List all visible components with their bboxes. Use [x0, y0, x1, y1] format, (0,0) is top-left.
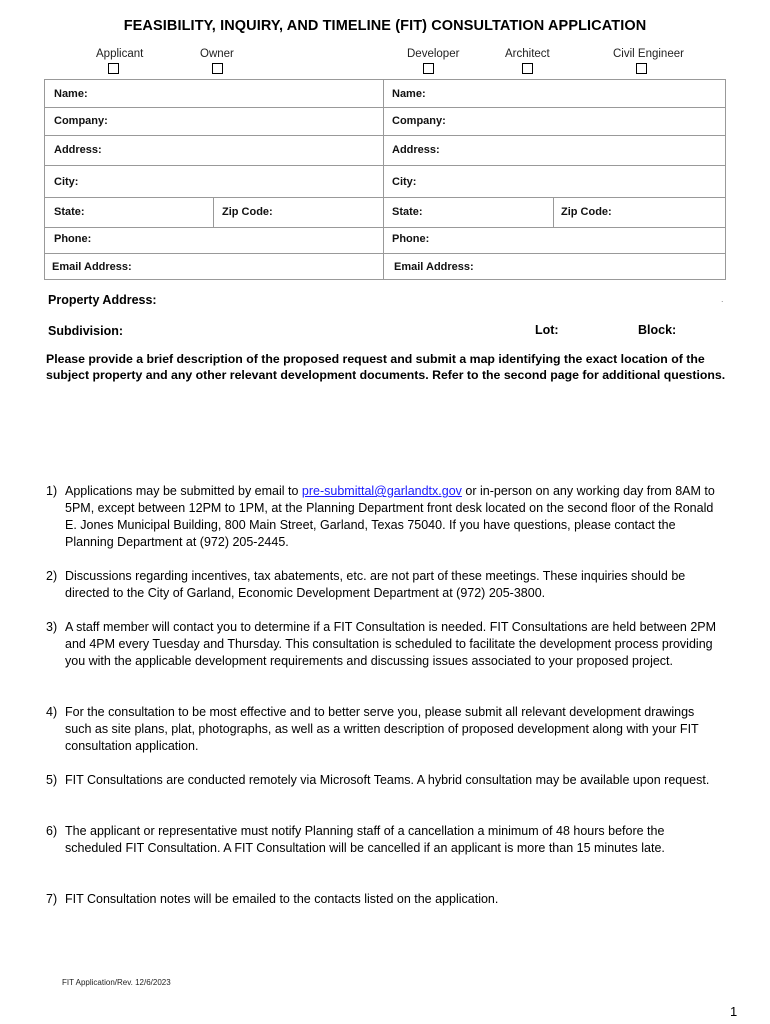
checkbox-applicant[interactable] [108, 63, 119, 74]
left-email-field[interactable]: Email Address: [52, 261, 132, 273]
list-item-text: The applicant or representative must notify Planning staff of a cancellation a minimum of 48 hours before the scheduled FIT Consultation. A FIT Consultation will be cancelled if an applicant is more than 15 minutes late. [65, 824, 665, 855]
block-field[interactable]: Block: [638, 323, 677, 337]
right-zip-field[interactable]: Zip Code: [561, 206, 612, 218]
email-link[interactable]: pre-submittal@garlandtx.gov [301, 484, 462, 498]
checkbox-architect[interactable] [522, 63, 533, 74]
right-company-field[interactable]: Company: [392, 115, 446, 127]
checkbox-developer[interactable] [423, 63, 434, 74]
list-item-number: 5) [46, 773, 58, 787]
list-item [46, 891, 718, 908]
page-number: 1 [730, 1004, 738, 1019]
contact-form-grid [44, 79, 726, 280]
right-phone-field[interactable]: Phone: [392, 233, 430, 245]
left-phone-field[interactable]: Phone: [54, 233, 92, 245]
list-item [46, 619, 718, 670]
list-item [46, 483, 718, 551]
list-item [46, 823, 718, 857]
role-label-architect: Architect [505, 48, 550, 60]
subdivision-field[interactable]: Subdivision: [48, 324, 123, 338]
left-state-field[interactable]: State: [54, 206, 85, 218]
page-title: FEASIBILITY, INQUIRY, AND TIMELINE (FIT) CONSULTATION APPLICATION [123, 18, 647, 34]
role-label-applicant: Applicant [96, 48, 144, 60]
revision-footer: FIT Application/Rev. 12/6/2023 [62, 978, 171, 987]
checkbox-owner[interactable] [212, 63, 223, 74]
checkbox-civil-engineer[interactable] [636, 63, 647, 74]
left-zip-field[interactable]: Zip Code: [222, 206, 273, 218]
list-item-number: 6) [46, 824, 58, 838]
list-item-number: 4) [46, 705, 58, 719]
left-city-field[interactable]: City: [54, 176, 79, 188]
list-item-text-post: or in-person on any working day from 8AM to 5PM, except between 12PM to 1PM, at the Planning Department front desk located on the second floor of the Ronald E. Jones Municipal Building, 800 Main Street, Garland, Texas 75040. If you have questions, please contact the Planning Department at (972) 205-2445. [65, 484, 715, 549]
right-state-field[interactable]: State: [392, 206, 423, 218]
list-item-text: FIT Consultations are conducted remotely via Microsoft Teams. A hybrid consultation may be available upon request. [65, 773, 710, 787]
left-address-field[interactable]: Address: [54, 144, 102, 156]
list-item-text-pre: Applications may be submitted by email to [65, 484, 302, 498]
list-item-text [65, 483, 718, 551]
list-item-number: 7) [46, 892, 58, 906]
role-label-developer: Developer [407, 48, 460, 60]
description-instructions: Please provide a brief description of the proposed request and submit a map identifying the exact location of the subject property and any other relevant development documents. Refer to the second page for additional questions. [46, 352, 726, 382]
lot-field[interactable]: Lot: [535, 323, 559, 337]
right-city-field[interactable]: City: [392, 176, 417, 188]
list-item [46, 772, 718, 789]
right-address-field[interactable]: Address: [392, 144, 440, 156]
list-item-number: 3) [46, 620, 58, 634]
role-label-owner: Owner [200, 48, 234, 60]
left-company-field[interactable]: Company: [54, 115, 108, 127]
list-item-number: 1) [46, 484, 58, 498]
list-item-text: A staff member will contact you to determine if a FIT Consultation is needed. FIT Consultations are held between 2PM and 4PM every Tuesday and Thursday. This consultation is scheduled to facilitate the development process providing you with the applicable development requirements and discussing issues associated to your proposed project. [65, 620, 717, 668]
property-address-field[interactable]: Property Address: [48, 293, 157, 307]
right-email-field[interactable]: Email Address: [394, 261, 474, 273]
right-name-field[interactable]: Name: [392, 88, 426, 100]
list-item-text: Discussions regarding incentives, tax abatements, etc. are not part of these meetings. These inquiries should be directed to the City of Garland, Economic Development Department at (972) 205-3800. [65, 569, 686, 600]
left-name-field[interactable]: Name: [54, 88, 88, 100]
list-item [46, 568, 718, 602]
list-item-number: 2) [46, 569, 58, 583]
list-item [46, 704, 718, 755]
stray-mark: . [721, 294, 724, 304]
list-item-text: For the consultation to be most effective and to better serve you, please submit all relevant development drawings such as site plans, plat, photographs, as well as a written description of proposed development along with your FIT consultation application. [65, 705, 699, 753]
list-item-text: FIT Consultation notes will be emailed to the contacts listed on the application. [65, 892, 499, 906]
role-label-civil-engineer: Civil Engineer [613, 48, 684, 60]
